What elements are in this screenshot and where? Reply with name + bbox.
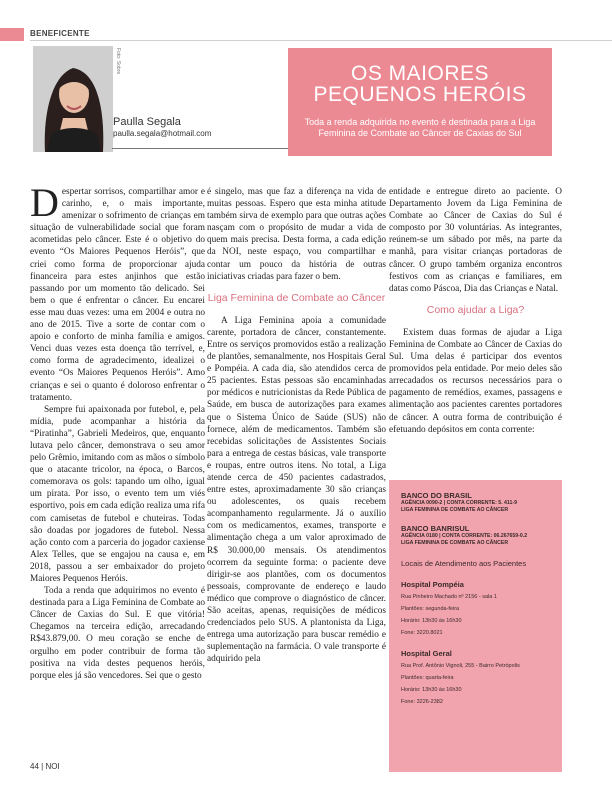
hospital-address: Rua Prof. Antônio Vignoli, 255 - Bairro Petrópolis <box>401 663 520 669</box>
hospital-days: Plantões: quarta-feira <box>401 675 454 681</box>
hospital-hours: Horário: 13h30 às 16h30 <box>401 618 462 624</box>
bank-account: AGÊNCIA 0180 | CONTA CORRENTE: 06.267659-0.2 <box>401 533 528 539</box>
paragraph: Existem duas formas de ajudar a Liga Feminina de Combate ao Câncer de Caxias do Sul. Uma delas é participar dos eventos promovidos pela entidade. Por meio deles são arrecadados os recursos necessários para o pagamento de remédios, exames, passagens e alimentação aos pacientes carentes portadores de câncer. A outra forma de contribuição é efetuando depósitos em conta corrente: <box>389 327 562 435</box>
donation-info-content <box>401 491 559 706</box>
paragraph: Sempre fui apaixonada por futebol, e, pela mídia, pude acompanhar a história da “Piratinha”, Gabrieli Medeiros, que, enquanto lutava pelo câncer, demonstrava o seu amor pelo Grêmio, imitando com as mãos o símbolo que o atacante tricolor, na época, o Barcos, comemorava os gols: tapando um olho, igual um pirata. Por isso, o evento tem um viés esportivo, pois em cada edição realiza uma rifa com camisetas de futebol e chuteiras. Todas são doadas por jogadores de futebol. Nessa ação conto com a parceria do jogador caxiense Alex Telles, que se engajou na causa e, em 2018, passou a ser embaixador do projeto Maiores Pequenos Heróis. <box>30 404 206 584</box>
paragraph <box>30 180 205 404</box>
author-name: Paulla Segala <box>113 116 181 128</box>
author-divider <box>112 148 288 149</box>
drop-cap: D <box>30 180 59 225</box>
article-title <box>288 63 552 105</box>
text-column-2 <box>207 186 386 665</box>
paragraph: entidade e entregue direto ao paciente. O Departamento Jovem da Liga Feminina de Combate ao Câncer de Caxias do Sul é composto por 30 voluntárias. As integrantes, reúnem-se um sábado por mês, na parte da manhã, para visitar crianças portadoras de câncer. O grupo também organiza encontros festivos com as crianças e familiares, em datas como Páscoa, Dia das Crianças e Natal. <box>389 187 562 294</box>
author-email: paulla.segala@hotmail.com <box>113 129 212 138</box>
title-banner <box>288 48 552 156</box>
hospital-address: Rua Pinheiro Machado nº 2156 - sala 1 <box>401 594 497 600</box>
top-divider <box>30 40 612 41</box>
hospital-name: Hospital Pompéia <box>401 580 464 589</box>
subheading-liga: Liga Feminina de Combate ao Câncer <box>207 291 386 304</box>
page-footer <box>30 762 60 771</box>
author-portrait-image <box>33 46 113 152</box>
author-photo <box>33 46 113 152</box>
photo-credit: Foto: Sobre <box>115 48 121 75</box>
bank-account: AGÊNCIA 0090-2 | CONTA CORRENTE: 5. 411-9 <box>401 500 517 506</box>
article-title-line-1: OS MAIORES <box>350 62 490 85</box>
bank-name: BANCO DO BRASIL <box>401 491 472 500</box>
donation-info-box <box>389 480 562 772</box>
hospital-phone: Fone: 3226-2382 <box>401 699 443 705</box>
footer-separator: | <box>41 762 44 771</box>
subheading-como-ajudar: Como ajudar a Liga? <box>426 303 525 316</box>
hospital-name: Hospital Geral <box>401 649 452 658</box>
page-number: 44 <box>30 762 39 771</box>
locations-title: Locais de Atendimento aos Pacientes <box>401 559 527 568</box>
text-column-1 <box>30 180 206 682</box>
hospital-days: Plantões: segunda-feira <box>401 606 460 612</box>
bank-name: BANCO BANRISUL <box>401 524 470 533</box>
bank-holder: LIGA FEMININA DE COMBATE AO CÂNCER <box>401 507 509 513</box>
paragraph: é singelo, mas que faz a diferença na vida de muitas pessoas. Espero que esta minha atitude também sirva de exemplo para que outras ações nasçam com o propósito de mudar a vida de quem mais precisa. Desta forma, a cada edição da NOI, neste espaço, vou compartilhar e contar um pouco da história de outras iniciativas criadas para fazer o bem. <box>207 187 386 282</box>
bank-holder: LIGA FEMININA DE COMBATE AO CÂNCER <box>401 540 509 546</box>
text-column-3 <box>389 186 562 436</box>
hospital-phone: Fone: 3220.8021 <box>401 630 443 636</box>
paragraph: A Liga Feminina apoia a comunidade carente, portadora de câncer, constantemente. Entre os serviços promovidos estão a realização de plantões, semanalmente, nos Hospitais Geral e Pompéia. A cada dia, são atendidos cerca de 25 pacientes. Estas pessoas são encaminhadas por médicos e nutricionistas da Rede Pública de Saúde, em busca de autorizações para exames que o Sistema Único de Saúde (SUS) não fornece, além de medicamentos. Também são recebidas solicitações de Assistentes Sociais para a entrega de cestas básicas, vale transporte e roupas, entre outros itens. No total, a Liga atende cerca de 450 pacientes cadastrados, entre estes, aproximadamente 30 são crianças ou adolescentes, os quais recebem acompanhamento regularmente. Já o auxílio com os medicamentos, exames, transporte e alimentação chega a um valor aproximado de R$ 30.000,00 mensais. Os atendimentos ocorrem da seguinte forma: o paciente deve dirigir-se aos plantões, com os documentos pessoais, comprovante de endereço e laudo médico que comprove o diagnóstico de câncer. São aceitas, apenas, requisições de médicos credenciados pelo SUS. A plantonista da Liga, entrega uma autorização para buscar remédio e suplementação na farmácia. O vale transporte é adquirido pela <box>207 315 386 665</box>
hospital-hours: Horário: 13h30 às 16h30 <box>401 687 462 693</box>
section-label: BENEFICENTE <box>30 29 90 38</box>
article-subtitle: Toda a renda adquirida no evento é destinada para a Liga Feminina de Combate ao Câncer de Caxias do Sul <box>304 117 536 138</box>
magazine-name: NOI <box>45 762 60 771</box>
section-color-tab <box>0 28 24 41</box>
author-info <box>113 116 273 138</box>
article-title-line-2: PEQUENOS HERÓIS <box>313 83 527 106</box>
paragraph: Toda a renda que adquirimos no evento é destinada para a Liga Feminina de Combate ao Câncer de Caxias do Sul. E que vitória! Chegamos na terceira edição, arrecadando R$43.879,00. O meu coração se enche de orgulho em poder contribuir de forma tão positiva na vida destes pequenos heróis, porque eles já são vencedores. Sei que o gesto <box>30 586 205 681</box>
paragraph-text: espertar sorrisos, compartilhar amor e carinho, e, o mais importante, amenizar o sofrimento de crianças em situação de vulnerabilidade social que foram acometidas pelo câncer. Este é o objetivo do evento “Os Maiores Pequenos Heróis”, que criei como forma de proporcionar ajuda financeira para estes anjinhos que estão passando por um momento tão delicado. Sei bem o que é enfrentar o câncer. Eu encarei esse mau duas vezes: uma em 2004 e outra no ano de 2015. Tive a sorte de contar com o apoio e conforto de minha família e amigos. Venci duas vezes esta doença tão terrível, e, como forma de agradecimento, idealizei o evento “Os Maiores Pequenos Heróis”. Amo crianças e sei o quanto é doloroso enfrentar o tratamento. <box>30 187 205 403</box>
